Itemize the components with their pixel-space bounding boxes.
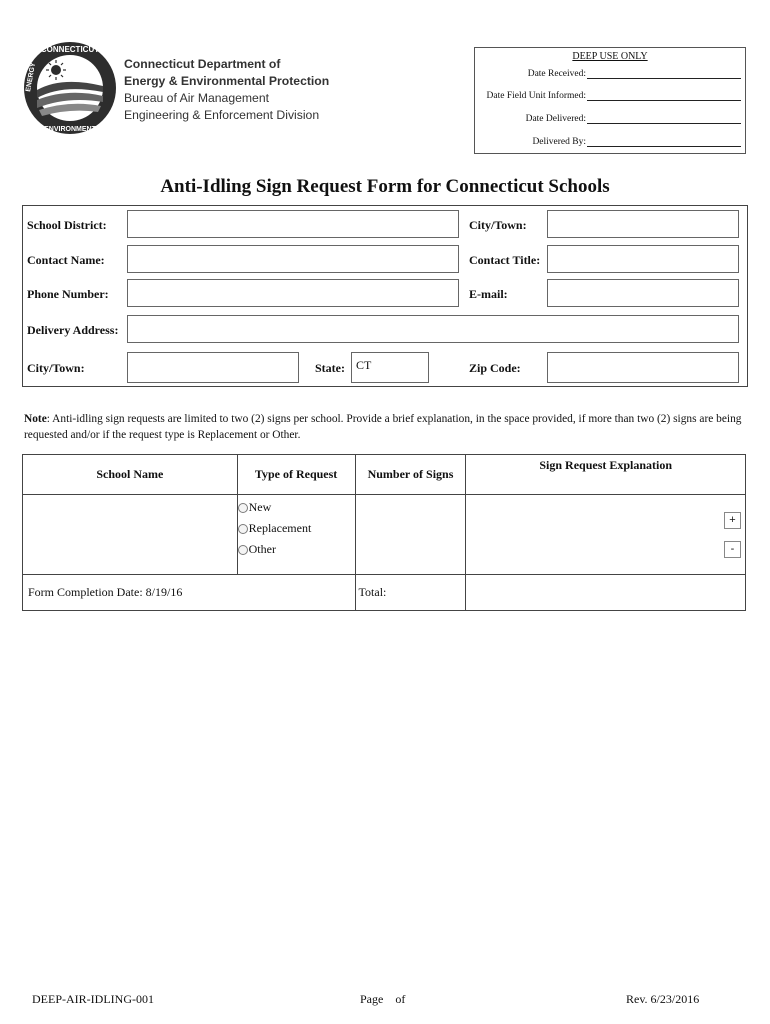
city-town2-label: City/Town:: [27, 361, 85, 375]
explanation-cell[interactable]: [466, 495, 746, 575]
school-district-input[interactable]: [127, 210, 459, 238]
type-of-request-header: Type of Request: [237, 455, 355, 495]
type-of-request-cell: [237, 495, 355, 575]
state-label: State:: [315, 361, 345, 375]
delivered-by-label: Delivered By:: [532, 137, 586, 147]
contact-info-section: [22, 205, 748, 387]
agency-line2: Energy & Environmental Protection: [124, 74, 330, 88]
date-received-row: [479, 65, 741, 79]
date-field-unit-row: [479, 87, 741, 101]
date-received-label: Date Received:: [527, 69, 586, 79]
table-footer-row: [23, 575, 746, 611]
date-delivered-label: Date Delivered:: [525, 114, 586, 124]
sign-request-table: [22, 454, 746, 611]
radio-replacement-icon[interactable]: [238, 524, 248, 534]
logo-text-top: CONNECTICUT: [40, 45, 100, 54]
note-bold: Note: [24, 413, 47, 425]
logo-text-bottom: ENVIRONMENT: [44, 126, 96, 133]
radio-other-icon[interactable]: [238, 545, 248, 555]
phone-number-label: Phone Number:: [27, 287, 109, 301]
table-header-row: [23, 455, 746, 495]
sign-request-explanation-header: Sign Request Explanation: [466, 455, 746, 495]
school-district-label: School District:: [27, 218, 107, 232]
school-name-cell[interactable]: [23, 495, 238, 575]
radio-other-label: Other: [248, 542, 276, 556]
contact-title-label: Contact Title:: [469, 253, 541, 267]
number-of-signs-cell[interactable]: [355, 495, 466, 575]
ct-deep-logo: [22, 40, 118, 136]
radio-replacement[interactable]: [238, 518, 355, 539]
date-field-unit-field[interactable]: [587, 89, 741, 101]
add-row-button[interactable]: +: [724, 512, 741, 529]
delivery-address-input[interactable]: [127, 315, 739, 343]
radio-new-label: New: [248, 500, 272, 514]
contact-name-label: Contact Name:: [27, 253, 105, 267]
revision-date: Rev. 6/23/2016: [626, 992, 700, 1006]
of-label: of: [395, 992, 406, 1006]
contact-title-input[interactable]: [547, 245, 739, 273]
page-label: Page: [360, 992, 384, 1006]
form-completion-date: Form Completion Date: 8/19/16: [23, 575, 356, 611]
deep-use-only-box: [474, 47, 746, 154]
page-number: [360, 992, 405, 1007]
radio-new[interactable]: [238, 497, 355, 518]
phone-number-input[interactable]: [127, 279, 459, 307]
radio-replacement-label: Replacement: [248, 521, 312, 535]
agency-line1: Connecticut Department of: [124, 57, 281, 71]
form-id: DEEP-AIR-IDLING-001: [32, 992, 154, 1006]
contact-name-input[interactable]: [127, 245, 459, 273]
agency-block: [124, 56, 329, 124]
delivered-by-row: [479, 133, 741, 147]
form-title: Anti-Idling Sign Request Form for Connecticut Schools: [160, 176, 610, 197]
date-delivered-row: [479, 110, 741, 124]
note-paragraph: [24, 411, 744, 443]
email-label: E-mail:: [469, 287, 508, 301]
school-name-header: School Name: [23, 455, 238, 495]
date-received-field[interactable]: [587, 67, 741, 79]
email-input[interactable]: [547, 279, 739, 307]
logo-text-left: ENERGY: [25, 62, 38, 93]
radio-new-icon[interactable]: [238, 503, 248, 513]
state-input[interactable]: CT: [351, 352, 429, 383]
remove-row-button[interactable]: -: [724, 541, 741, 558]
delivered-by-field[interactable]: [587, 135, 741, 147]
city-town-label: City/Town:: [469, 218, 527, 232]
date-delivered-field[interactable]: [587, 112, 741, 124]
radio-other[interactable]: [238, 539, 355, 560]
agency-line3: Bureau of Air Management: [124, 91, 269, 105]
table-row: [23, 495, 746, 575]
zip-code-input[interactable]: [547, 352, 739, 383]
deep-use-only-title: DEEP USE ONLY: [572, 51, 648, 62]
total-label: Total:: [355, 575, 466, 611]
number-of-signs-header: Number of Signs: [355, 455, 466, 495]
city-town-input[interactable]: [547, 210, 739, 238]
note-text: : Anti-idling sign requests are limited to two (2) signs per school. Provide a brief explanation, in the space provided, if more than two (2) signs are being requested and/or if the request type is Replacement or Other.: [24, 413, 742, 441]
agency-line4: Engineering & Enforcement Division: [124, 108, 320, 122]
total-explanation-cell: [466, 575, 746, 611]
city-town2-input[interactable]: [127, 352, 299, 383]
delivery-address-label: Delivery Address:: [27, 323, 119, 337]
zip-code-label: Zip Code:: [469, 361, 521, 375]
date-field-unit-label: Date Field Unit Informed:: [486, 91, 586, 101]
